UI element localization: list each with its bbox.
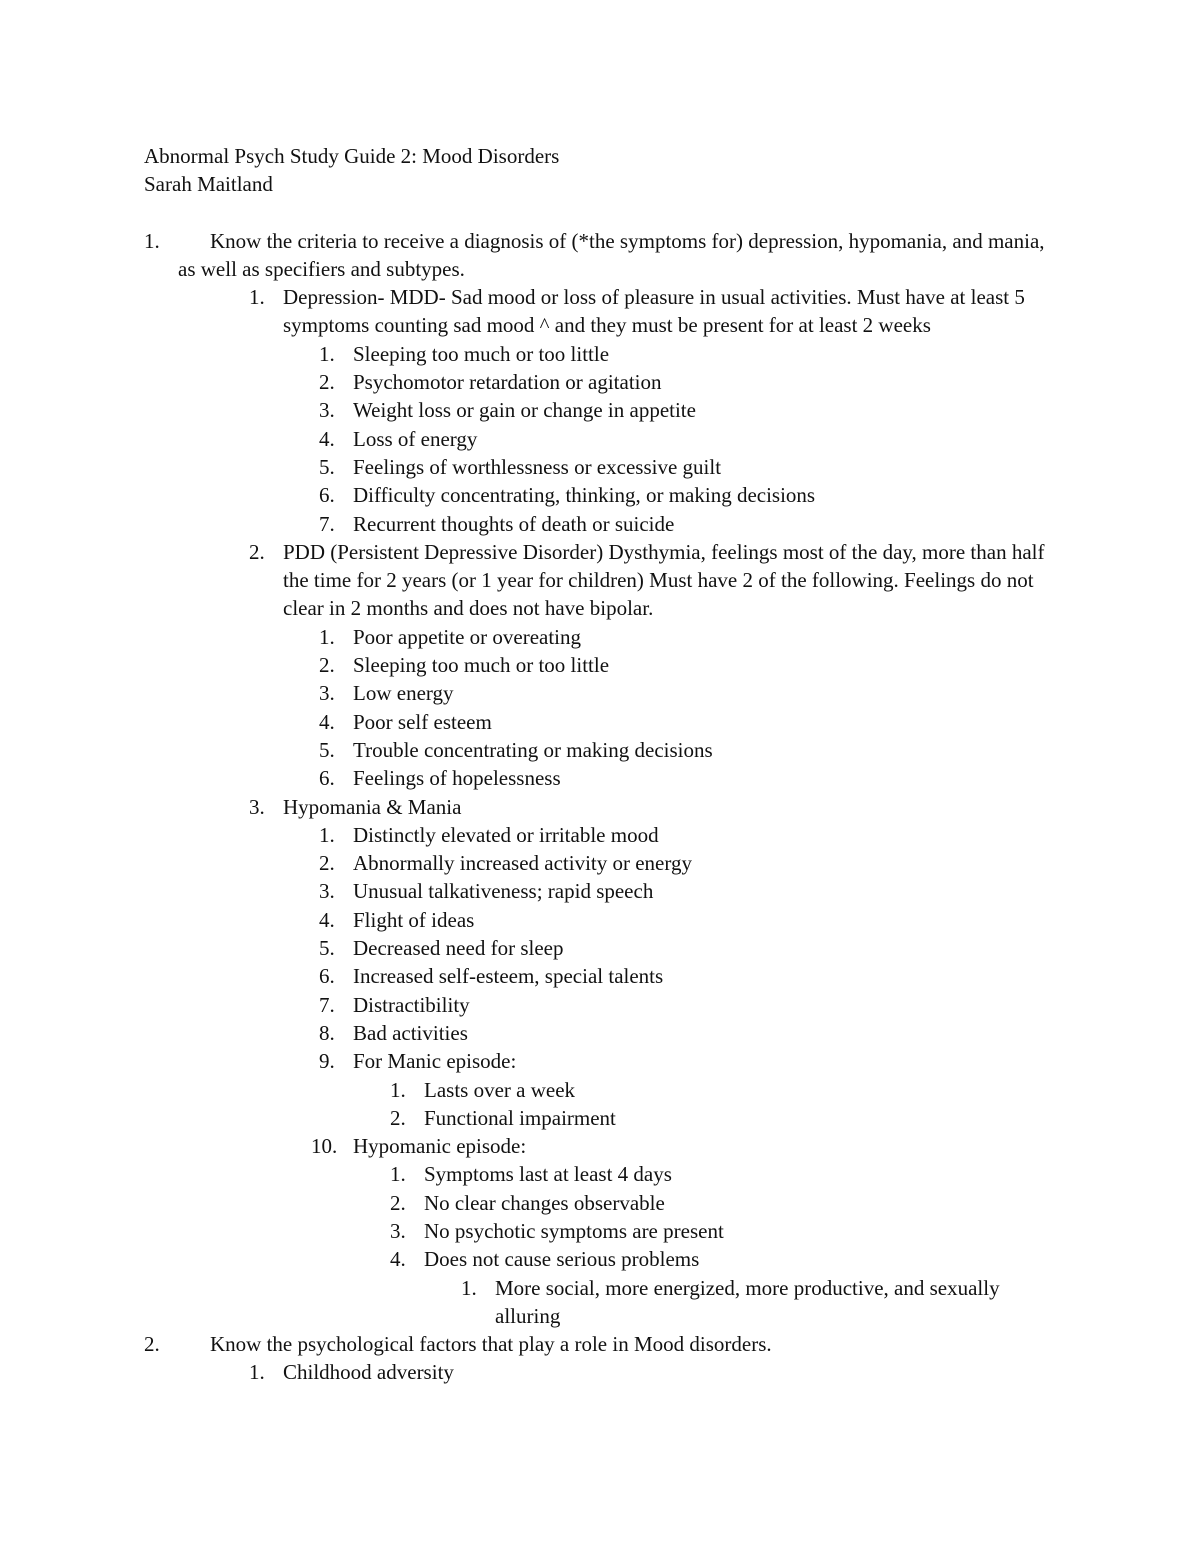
outline-item-text: Difficulty concentrating, thinking, or making decisions (353, 483, 816, 508)
outline-item-level-2 (144, 764, 1064, 792)
outline-item-level-3 (144, 1245, 1064, 1273)
outline-item-level-2 (144, 510, 1064, 538)
outline-item-level-3 (144, 1104, 1064, 1132)
outline-item-level-3 (144, 1076, 1064, 1104)
outline-item-text: Loss of energy (353, 426, 478, 451)
outline-item-text: Unusual talkativeness; rapid speech (353, 879, 654, 904)
outline-item-text: Poor appetite or overeating (353, 624, 582, 649)
outline-item-level-2 (144, 396, 1064, 424)
outline-item-text: Feelings of worthlessness or excessive guilt (353, 454, 722, 479)
document-author: Sarah Maitland (144, 172, 273, 197)
outline-item-text: Depression- MDD- Sad mood or loss of pleasure in usual activities. Must have at least 5 symptoms counting sad mood ^ and they must be present for at least 2 weeks (283, 285, 1025, 338)
outline-item-text: Distractibility (353, 992, 470, 1017)
outline-item-number: 1. (390, 1162, 406, 1187)
outline-item-number: 5. (319, 454, 335, 479)
outline-item-number: 3. (319, 681, 335, 706)
outline-item-text: Recurrent thoughts of death or suicide (353, 511, 675, 536)
outline-item-number: 1. (461, 1275, 477, 1300)
outline-item-text: PDD (Persistent Depressive Disorder) Dysthymia, feelings most of the day, more than half the time for 2 years (or 1 year for children) Must have 2 of the following. Feelings do not clear in 2 months and does not have bipolar. (283, 539, 1045, 621)
outline-item-text: Flight of ideas (353, 907, 475, 932)
outline-item-level-1 (144, 538, 1064, 623)
outline-item-number: 3. (249, 794, 265, 819)
outline-item-number: 2. (144, 1332, 160, 1357)
outline-item-text: Lasts over a week (424, 1077, 576, 1102)
outline-item-text: Feelings of hopelessness (353, 766, 561, 791)
outline-item-number: 2. (319, 851, 335, 876)
outline-item-text: Decreased need for sleep (353, 936, 564, 961)
outline-item-text: Distinctly elevated or irritable mood (353, 822, 659, 847)
outline-item-text: Childhood adversity (283, 1360, 454, 1385)
outline-item-text: Sleeping too much or too little (353, 341, 610, 366)
outline-item-text: Psychomotor retardation or agitation (353, 370, 662, 395)
outline-item-level-2 (144, 651, 1064, 679)
outline-item-number: 4. (319, 709, 335, 734)
outline-item-level-1 (144, 793, 1064, 821)
outline-item-level-4 (144, 1274, 1064, 1331)
outline-item-number: 6. (319, 483, 335, 508)
outline-item-number: 3. (319, 398, 335, 423)
outline-item-level-2 (144, 962, 1064, 990)
outline-item-text: Does not cause serious problems (424, 1247, 700, 1272)
outline-item-level-0 (144, 1330, 1064, 1358)
outline-item-number: 2. (249, 539, 265, 564)
outline-item-level-2 (144, 991, 1064, 1019)
outline-item-number: 1. (319, 822, 335, 847)
outline-item-number: 7. (319, 511, 335, 536)
outline-item-number: 1. (249, 1360, 265, 1385)
outline-item-level-2 (144, 340, 1064, 368)
outline-item-text: Abnormally increased activity or energy (353, 851, 692, 876)
outline-list (144, 227, 1064, 1387)
outline-item-number: 1. (249, 285, 265, 310)
outline-item-level-2 (144, 481, 1064, 509)
outline-item-number: 1. (390, 1077, 406, 1102)
outline-item-text: No clear changes observable (424, 1190, 665, 1215)
outline-item-level-2 (144, 368, 1064, 396)
outline-item-level-2 (144, 623, 1064, 651)
outline-item-text: Hypomania & Mania (283, 794, 462, 819)
outline-item-level-2 (144, 708, 1064, 736)
outline-item-text: More social, more energized, more productive, and sexually alluring (495, 1275, 1000, 1328)
outline-item-text: For Manic episode: (353, 1049, 517, 1074)
outline-item-number: 1. (319, 624, 335, 649)
outline-item-text: Functional impairment (424, 1105, 616, 1130)
outline-item-number: 6. (319, 766, 335, 791)
outline-item-level-2 (144, 877, 1064, 905)
outline-item-level-2 (144, 821, 1064, 849)
outline-item-text: Hypomanic episode: (353, 1134, 527, 1159)
outline-item-number: 5. (319, 737, 335, 762)
outline-item-number: 7. (319, 992, 335, 1017)
outline-item-number: 10. (311, 1134, 338, 1159)
outline-item-text: Weight loss or gain or change in appetite (353, 398, 696, 423)
outline-item-level-2 (144, 1132, 1064, 1160)
outline-item-number: 1. (144, 228, 160, 253)
outline-item-text: Know the criteria to receive a diagnosis of (*the symptoms for) depression, hypomania, and mania, as well as specifiers and subtypes. (178, 228, 1045, 281)
outline-item-number: 4. (319, 907, 335, 932)
outline-item-level-3 (144, 1160, 1064, 1188)
spacer (144, 199, 1064, 227)
outline-item-number: 4. (390, 1247, 406, 1272)
outline-item-number: 3. (319, 879, 335, 904)
outline-item-text: Trouble concentrating or making decisions (353, 737, 713, 762)
outline-item-level-2 (144, 934, 1064, 962)
outline-item-level-0 (144, 227, 1064, 284)
outline-item-level-2 (144, 425, 1064, 453)
outline-item-number: 2. (390, 1105, 406, 1130)
outline-item-level-2 (144, 453, 1064, 481)
outline-item-text: Know the psychological factors that play a role in Mood disorders. (210, 1332, 772, 1357)
outline-item-text: Symptoms last at least 4 days (424, 1162, 672, 1187)
outline-item-text: Poor self esteem (353, 709, 492, 734)
outline-item-level-2 (144, 906, 1064, 934)
outline-item-level-2 (144, 849, 1064, 877)
outline-item-number: 8. (319, 1020, 335, 1045)
document-title: Abnormal Psych Study Guide 2: Mood Disorders (144, 144, 560, 168)
outline-item-number: 6. (319, 964, 335, 989)
outline-item-number: 4. (319, 426, 335, 451)
outline-item-text: Sleeping too much or too little (353, 653, 610, 678)
outline-item-number: 3. (390, 1218, 406, 1243)
outline-item-number: 2. (319, 653, 335, 678)
outline-item-number: 1. (319, 341, 335, 366)
outline-item-level-3 (144, 1217, 1064, 1245)
outline-item-text: Bad activities (353, 1020, 468, 1045)
outline-item-text: No psychotic symptoms are present (424, 1218, 724, 1243)
outline-item-number: 2. (390, 1190, 406, 1215)
outline-item-text: Low energy (353, 681, 454, 706)
outline-item-level-2 (144, 1047, 1064, 1075)
outline-item-number: 5. (319, 936, 335, 961)
outline-item-number: 2. (319, 370, 335, 395)
outline-item-level-2 (144, 1019, 1064, 1047)
outline-item-level-1 (144, 1358, 1064, 1386)
outline-item-number: 9. (319, 1049, 335, 1074)
outline-item-level-2 (144, 736, 1064, 764)
outline-item-text: Increased self-esteem, special talents (353, 964, 664, 989)
outline-item-level-1 (144, 283, 1064, 340)
document-body (144, 142, 1064, 1387)
outline-item-level-2 (144, 679, 1064, 707)
outline-item-level-3 (144, 1189, 1064, 1217)
